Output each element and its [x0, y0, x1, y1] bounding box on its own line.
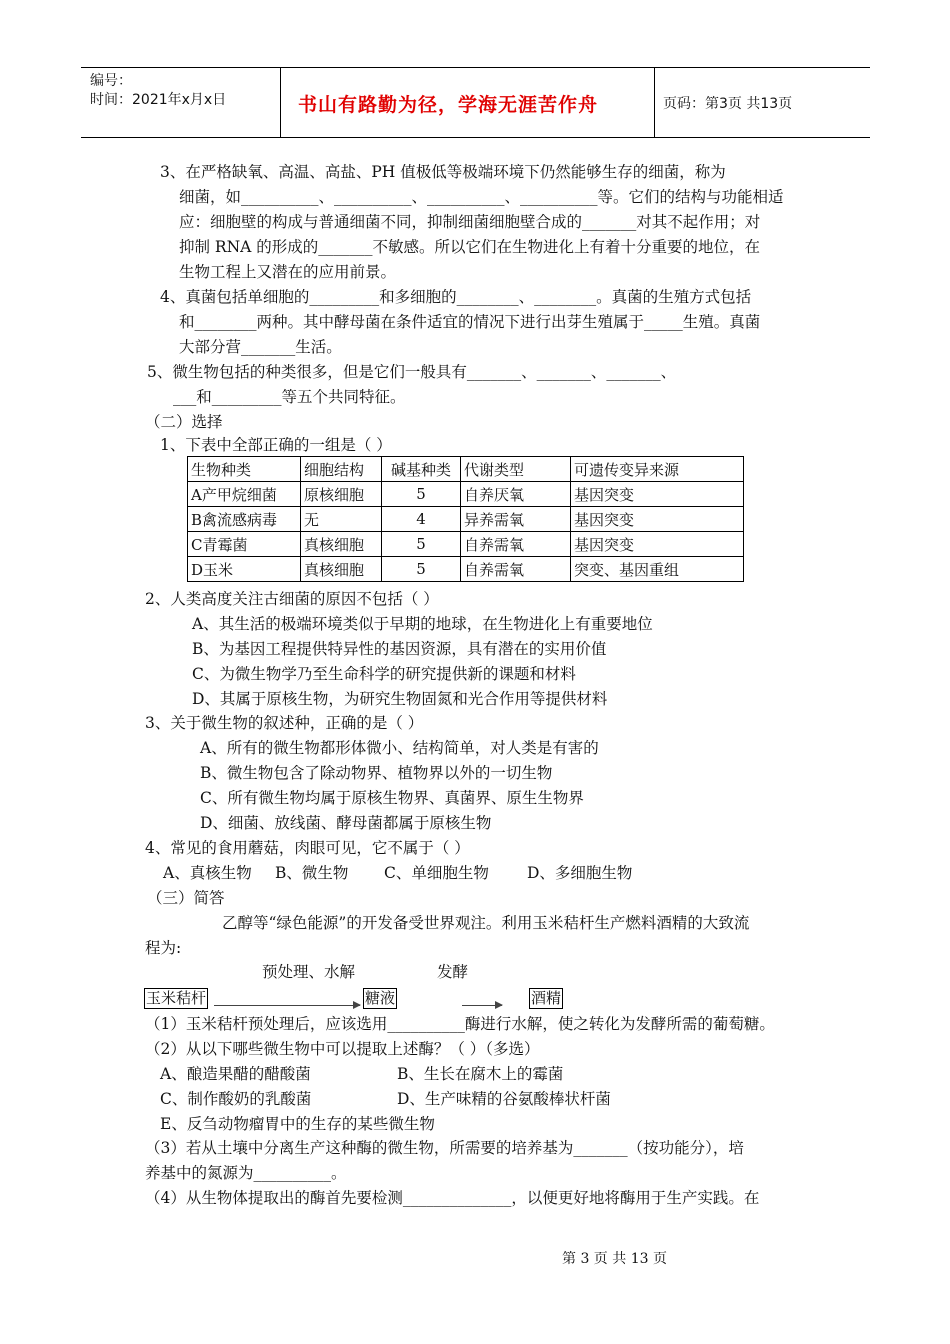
- choice-q4-option-c: C、单细胞生物: [384, 864, 489, 882]
- choice-q4-option-b: B、微生物: [275, 864, 349, 882]
- table-header-cell: 生物种类: [188, 457, 301, 482]
- choice-q4: 4、常见的食用蘑菇，肉眼可见，它不属于（ ）: [145, 839, 470, 857]
- table-row: [188, 482, 744, 507]
- table-cell: D玉米: [188, 557, 301, 582]
- q3-line-4: 抑制 RNA 的形成的_______不敏感。所以它们在生物进化上有着十分重要的地位，在: [179, 238, 761, 256]
- choice-q1: 1、下表中全部正确的一组是（ ）: [160, 436, 392, 454]
- p2-option-c: C、制作酸奶的乳酸菌: [160, 1090, 312, 1108]
- flow-box-corn-straw: 玉米秸杆: [146, 989, 207, 1007]
- choice-q2-option-b: B、为基因工程提供特异性的基因资源，具有潜在的实用价值: [192, 640, 607, 658]
- doc-number-label: 编号：: [90, 73, 132, 89]
- choice-q2-option-a: A、其生活的极端环境类似于早期的地球，在生物进化上有重要地位: [192, 615, 653, 633]
- answer-p1: （1）玉米秸杆预处理后，应该选用__________酶进行水解，使之转化为发酵所需的葡萄糖。: [145, 1015, 775, 1033]
- q4-line-1: 4、真菌包括单细胞的_________和多细胞的________、________。真菌的生殖方式包括: [160, 288, 752, 306]
- q5-line-1: 5、微生物包括的种类很多，但是它们一般具有_______、_______、_______、: [147, 363, 677, 381]
- p2-option-a: A、酿造果醋的醋酸菌: [160, 1065, 311, 1083]
- choice-q3-option-c: C、所有微生物均属于原核生物界、真菌界、原生生物界: [200, 789, 584, 807]
- header-motto: 书山有路勤为径，学海无涯苦作舟: [298, 94, 599, 116]
- table-header-cell: 细胞结构: [301, 457, 382, 482]
- answer-p2: （2）从以下哪些微生物中可以提取上述酶？（ ）（多选）: [145, 1040, 540, 1058]
- choice-q2-option-c: C、为微生物学乃至生命科学的研究提供新的课题和材料: [192, 665, 576, 683]
- choice-q2: 2、人类高度关注古细菌的原因不包括（ ）: [145, 590, 439, 608]
- flow-step2-label: 发酵: [437, 963, 469, 981]
- q3-line-3: 应：细胞壁的构成与普通细菌不同，抑制细菌细胞壁合成的_______对其不起作用；对: [179, 213, 761, 231]
- table-cell: 自养需氧: [461, 557, 571, 582]
- intro-line-2: 程为:: [145, 939, 182, 957]
- header-page-number: 页码：第3页 共13页: [663, 96, 793, 112]
- organism-table: [187, 456, 744, 582]
- flow-box-sugar-liquid: 糖液: [365, 989, 396, 1007]
- flow-arrow: [462, 1005, 502, 1006]
- table-cell: 原核细胞: [301, 482, 382, 507]
- table-header-row: [188, 457, 744, 482]
- table-cell: 无: [301, 507, 382, 532]
- answer-p3-line-2: 养基中的氮源为__________。: [145, 1164, 347, 1182]
- table-header-cell: 可遗传变异来源: [571, 457, 744, 482]
- flow-box-alcohol: 酒精: [531, 989, 562, 1007]
- answer-p4: （4）从生物体提取出的酶首先要检测______________，以便更好地将酶用于生产实践。在: [145, 1189, 760, 1207]
- choice-q4-option-d: D、多细胞生物: [527, 864, 633, 882]
- table-header-cell: 代谢类型: [461, 457, 571, 482]
- choice-q3-option-b: B、微生物包含了除动物界、植物界以外的一切生物: [200, 764, 553, 782]
- table-cell: C青霉菌: [188, 532, 301, 557]
- choice-q3-option-d: D、细菌、放线菌、酵母菌都属于原核生物: [200, 814, 492, 832]
- p2-option-b: B、生长在腐木上的霉菌: [397, 1065, 564, 1083]
- p2-option-d: D、生产味精的谷氨酸棒状杆菌: [397, 1090, 611, 1108]
- doc-time-label: 时间：2021年x月x日: [90, 92, 227, 108]
- table-cell: 自养厌氧: [461, 482, 571, 507]
- q4-line-3: 大部分营_______生活。: [179, 338, 342, 356]
- choice-q2-option-d: D、其属于原核生物，为研究生物固氮和光合作用等提供材料: [192, 690, 608, 708]
- flow-arrow: [214, 1005, 360, 1006]
- p2-option-e: E、反刍动物瘤胃中的生存的某些微生物: [160, 1115, 435, 1133]
- flow-step1-label: 预处理、水解: [262, 963, 356, 981]
- table-cell: 基因突变: [571, 532, 744, 557]
- table-cell: 真核细胞: [301, 532, 382, 557]
- table-cell: A产甲烷细菌: [188, 482, 301, 507]
- page-footer: 第 3 页 共 13 页: [562, 1251, 667, 1267]
- answer-p3-line-1: （3）若从土壤中分离生产这种酶的微生物，所需要的培养基为_______（按功能分），培: [145, 1139, 744, 1157]
- table-cell: 基因突变: [571, 482, 744, 507]
- choice-q3-option-a: A、所有的微生物都形体微小、结构简单，对人类是有害的: [200, 739, 599, 757]
- table-cell: 5: [382, 557, 461, 582]
- intro-line-1: 乙醇等“绿色能源”的开发备受世界观注。利用玉米秸杆生产燃料酒精的大致流: [222, 914, 750, 932]
- q4-line-2: 和________两种。其中酵母菌在条件适宜的情况下进行出芽生殖属于_____生殖。真菌: [179, 313, 761, 331]
- table-cell: 4: [382, 507, 461, 532]
- table-cell: 突变、基因重组: [571, 557, 744, 582]
- table-cell: 异养需氧: [461, 507, 571, 532]
- table-cell: 真核细胞: [301, 557, 382, 582]
- table-row: [188, 507, 744, 532]
- header-divider: [280, 68, 281, 137]
- choice-q4-option-a: A、真核生物: [163, 864, 252, 882]
- table-cell: B禽流感病毒: [188, 507, 301, 532]
- section-2-title: （二）选择: [145, 413, 223, 431]
- section-3-title: （三）简答: [147, 889, 225, 907]
- table-cell: 自养需氧: [461, 532, 571, 557]
- table-row: [188, 557, 744, 582]
- table-cell: 5: [382, 532, 461, 557]
- q3-line-2: 细菌，如__________、__________、__________、__________等。它们的结构与功能相适: [179, 188, 784, 206]
- q5-line-2: ___和_________等五个共同特征。: [173, 388, 406, 406]
- table-cell: 5: [382, 482, 461, 507]
- table-row: [188, 532, 744, 557]
- choice-q3: 3、关于微生物的叙述种，正确的是（ ）: [145, 714, 424, 732]
- header-divider: [654, 68, 655, 137]
- table-cell: 基因突变: [571, 507, 744, 532]
- q3-line-1: 3、在严格缺氧、高温、高盐、PH 值极低等极端环境下仍然能够生存的细菌，称为: [160, 163, 726, 181]
- table-header-cell: 碱基种类: [382, 457, 461, 482]
- q3-line-5: 生物工程上又潜在的应用前景。: [179, 263, 397, 281]
